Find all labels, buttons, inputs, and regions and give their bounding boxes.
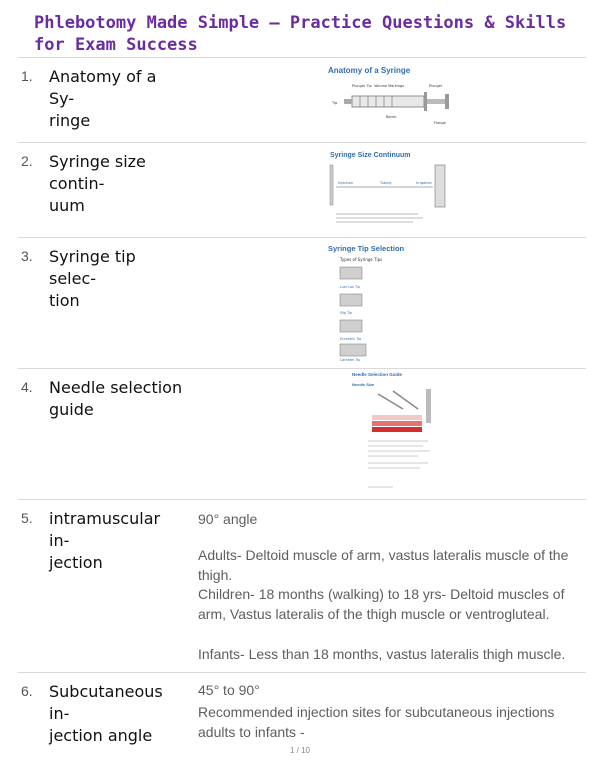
label-eccentric-tip: Eccentric Tip	[340, 337, 362, 341]
document-title: Phlebotomy Made Simple — Practice Questions & Skills for Exam Success	[34, 13, 567, 55]
list-item	[18, 673, 586, 745]
angle-text: 90° angle	[198, 511, 258, 527]
needle-selection-guide-figure	[348, 369, 448, 493]
list-item	[18, 369, 586, 500]
figure-title: Needle Selection Guide	[352, 372, 403, 377]
label-volume-markings: Volume Markings	[374, 84, 404, 88]
label-plunger-tip: Plunger Tip	[352, 84, 372, 88]
figure-subtitle: Needle Size	[352, 382, 375, 387]
label-irrigation: Irrigation	[416, 181, 432, 185]
item-number: 6.	[21, 683, 33, 699]
label-catheter-tip: Catheter Tip	[340, 358, 361, 362]
figure-title: Syringe Tip Selection	[328, 244, 405, 253]
label-injection: Injection	[338, 181, 354, 185]
page-indicator: 1 / 10	[289, 746, 310, 755]
figure-title: Anatomy of a Syringe	[328, 66, 411, 75]
figure-title: Syringe Size Continuum	[330, 152, 411, 159]
figure-subtitle: Types of Syringe Tips	[340, 257, 383, 262]
label-barrel: Barrel	[386, 115, 397, 119]
item-label: Needle selection guide	[49, 378, 183, 419]
item-number: 4.	[21, 379, 33, 395]
label-plunger: Plunger	[429, 84, 443, 88]
item-number: 1.	[21, 68, 33, 84]
angle-text: 45° to 90°	[198, 682, 260, 698]
label-tubing: Tubing	[380, 181, 392, 185]
item-label: Syringe size contin- uum	[49, 152, 146, 215]
item-number: 5.	[21, 510, 33, 526]
infants-text: Infants- Less than 18 months, vastus lateralis thigh muscle.	[198, 646, 566, 662]
syringe-size-continuum-figure	[328, 149, 458, 229]
syringe-tip-selection-figure	[326, 242, 466, 364]
children-text: Children- 18 months (walking) to 18 yrs- Deltoid muscles of arm, Vastus lateralis of the thigh muscle or ventrogluteal.	[198, 586, 565, 622]
item-number: 2.	[21, 153, 33, 169]
label-slip-tip: Slip Tip	[340, 311, 352, 315]
label-flange: Flange	[434, 121, 446, 125]
label-luer-lok-tip: Luer Lok Tip	[340, 285, 360, 289]
item-label: Syringe tip selec- tion	[49, 247, 136, 310]
list-item	[18, 238, 586, 369]
list-item	[18, 500, 586, 673]
syringe-anatomy-figure	[324, 62, 454, 134]
sites-text: Recommended injection sites for subcutaneous injections adults to infants -	[198, 704, 555, 740]
list-item	[18, 143, 586, 238]
label-tip: Tip	[332, 101, 338, 105]
list-item	[18, 58, 586, 143]
item-label: Anatomy of a Sy- ringe	[49, 67, 157, 130]
item-number: 3.	[21, 248, 33, 264]
adults-text: Adults- Deltoid muscle of arm, vastus lateralis muscle of the thigh.	[198, 547, 569, 583]
item-label: intramuscular in- jection	[49, 509, 161, 572]
item-label: Subcutaneous in- jection angle	[49, 682, 163, 745]
